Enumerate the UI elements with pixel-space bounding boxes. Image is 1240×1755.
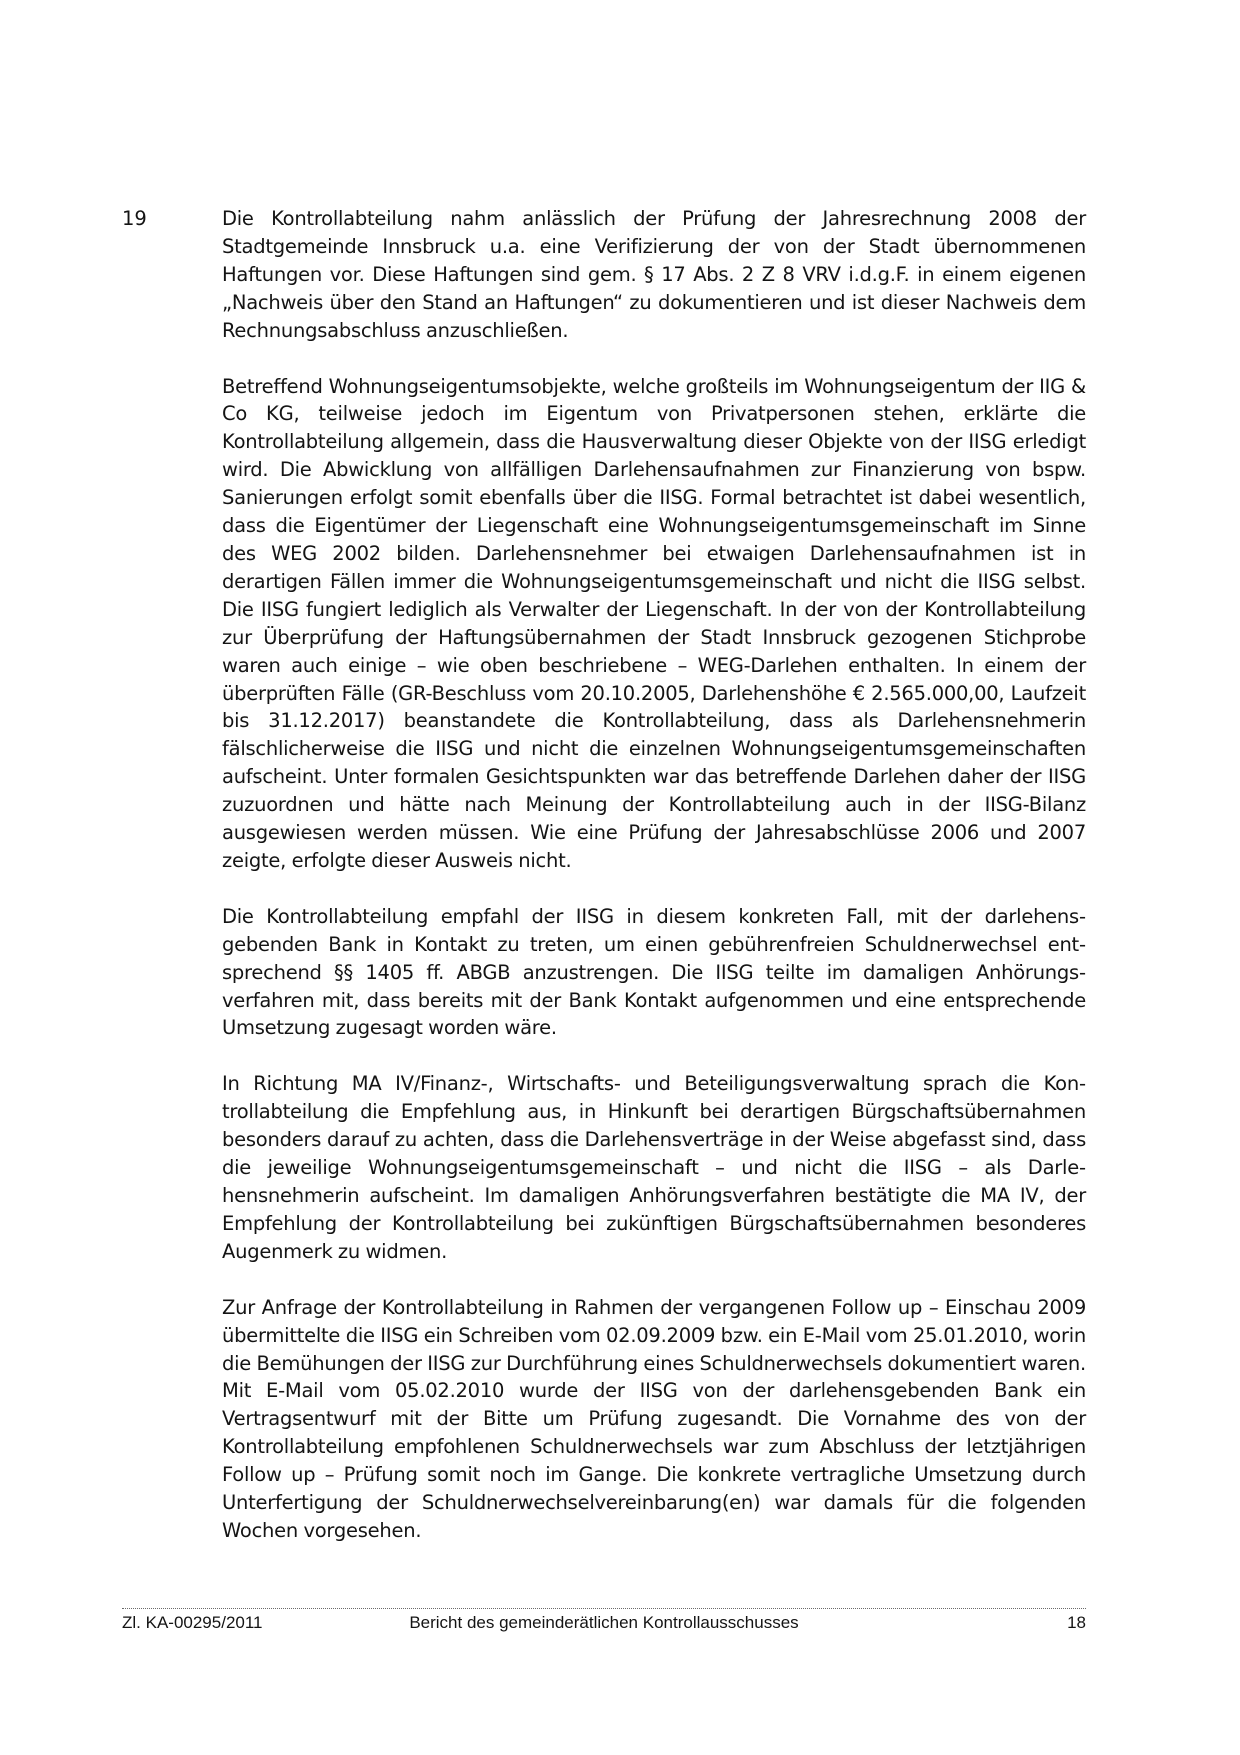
section-number: 19 — [122, 207, 147, 230]
footer-reference: Zl. KA-00295/2011 — [122, 1613, 263, 1632]
paragraph-4: In Richtung MA IV/Finanz-, Wirtschafts- und Beteiligungsverwaltung sprach die Kontrollabteilung die Empfehlung aus, in Hinkunft bei derartigen Bürgschaftsübernahmen besonders darauf zu achten, dass die Darlehensverträge in der Weise abgefasst sind, dass die jeweilige Wohnungseigentumsgemeinschaft – und nicht die IISG – als Darlehensnehmerin aufscheint. Im damaligen Anhörungsverfahren bestätigte die MA IV, der Empfehlung der Kontrollabteilung bei zukünftigen Bürgschaftsübernahmen besonderes Augenmerk zu widmen. — [222, 1072, 1086, 1263]
paragraph-2: Betreffend Wohnungseigentumsobjekte, welche großteils im Wohnungseigentum der IIG & Co KG, teilweise jedoch im Eigentum von Privatpersonen stehen, erklärte die Kontrollabteilung allgemein, dass die Hausverwaltung dieser Objekte von der IISG erledigt wird. Die Abwicklung von allfälligen Darlehensaufnahmen zur Finanzierung von bspw. Sanierungen erfolgt somit ebenfalls über die IISG. Formal betrachtet ist dabei wesentlich, dass die Eigentümer der Liegenschaft eine Wohnungseigentumsgemeinschaft im Sinne des WEG 2002 bilden. Darlehensnehmer bei etwaigen Darlehensaufnahmen ist in derartigen Fällen immer die Wohnungseigentumsgemeinschaft und nicht die IISG selbst. Die IISG fungiert lediglich als Verwalter der Liegenschaft. In der von der Kontrollabteilung zur Überprüfung der Haftungsübernahmen der Stadt Innsbruck gezogenen Stichprobe waren auch einige – wie oben beschriebene – WEG-Darlehen enthalten. In einem der überprüften Fälle (GR-Beschluss vom 20.10.2005, Darlehenshöhe € 2.565.000,00, Laufzeit bis 31.12.2017) beanstandete die Kontrollabteilung, dass als Darlehensnehmerin fälschlicherweise die IISG und nicht die einzelnen Wohnungseigentumsgemeinschaften aufscheint. Unter formalen Gesichtspunkten war das betreffende Darlehen daher der IISG zuzuordnen und hätte nach Meinung der Kontrollabteilung auch in der IISG-Bilanz ausgewiesen werden müssen. Wie eine Prüfung der Jahresabschlüsse 2006 und 2007 zeigte, erfolgte dieser Ausweis nicht. — [222, 374, 1086, 872]
body-text — [222, 205, 1086, 1545]
paragraph-5: Zur Anfrage der Kontrollabteilung in Rahmen der vergangenen Follow up – Einschau 2009 übermittelte die IISG ein Schreiben vom 02.09.2009 bzw. ein E-Mail vom 25.01.2010, worin die Bemühungen der IISG zur Durchführung eines Schuldnerwechsels dokumentiert waren. Mit E-Mail vom 05.02.2010 wurde der IISG von der darlehensgebenden Bank ein Vertragsentwurf mit der Bitte um Prüfung zugesandt. Die Vornahme des von der Kontrollabteilung empfohlenen Schuldnerwechsels war zum Abschluss der letztjährigen Follow up – Prüfung somit noch im Gange. Die konkrete vertragliche Umsetzung durch Unterfertigung der Schuldnerwechselvereinbarung(en) war damals für die folgenden Wochen vorgesehen. — [222, 1295, 1086, 1542]
footer-divider — [122, 1608, 1086, 1609]
page-number: 18 — [1067, 1613, 1086, 1632]
footer-title: Bericht des gemeinderätlichen Kontrollausschusses — [409, 1613, 799, 1632]
page-footer — [122, 1612, 1086, 1636]
paragraph-1: Die Kontrollabteilung nahm anlässlich der Prüfung der Jahresrechnung 2008 der Stadtgemeinde Innsbruck u.a. eine Verifizierung der von der Stadt übernommenen Haftungen vor. Diese Haftungen sind gem. § 17 Abs. 2 Z 8 VRV i.d.g.F. in einem eigenen „Nachweis über den Stand an Haftungen“ zu dokumentieren und ist dieser Nachweis dem Rechnungsabschluss anzuschließen. — [222, 207, 1086, 342]
paragraph-3: Die Kontrollabteilung empfahl der IISG in diesem konkreten Fall, mit der darlehensgebenden Bank in Kontakt zu treten, um einen gebührenfreien Schuldnerwechsel entsprechend §§ 1405 ff. ABGB anzustrengen. Die IISG teilte im damaligen Anhörungsverfahren mit, dass bereits mit der Bank Kontakt aufgenommen und eine entsprechende Umsetzung zugesagt worden wäre. — [222, 904, 1086, 1040]
